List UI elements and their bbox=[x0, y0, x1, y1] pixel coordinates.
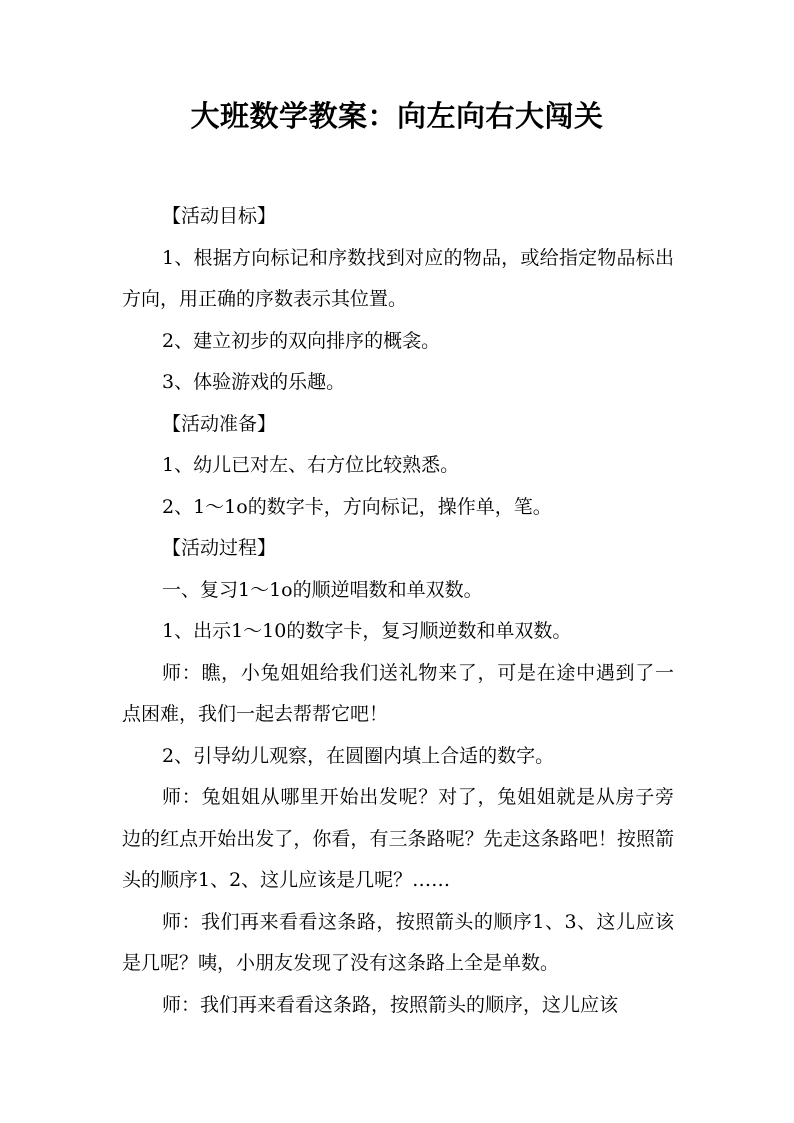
section-heading-process: 【活动过程】 bbox=[162, 537, 277, 559]
document-title: 大班数学教案：向左向右大闯关 bbox=[190, 99, 604, 133]
paragraph: 1、根据方向标记和序数找到对应的物品，或给指定物品标出方向，用正确的序数表示其位置。 bbox=[122, 246, 674, 310]
paragraph: 3、体验游戏的乐趣。 bbox=[162, 371, 346, 393]
section-heading-goals: 【活动目标】 bbox=[162, 205, 277, 227]
paragraph: 一、复习1～1o的顺逆唱数和单双数。 bbox=[162, 578, 483, 601]
document-body bbox=[122, 196, 674, 1026]
paragraph: 2、引导幼儿观察，在圆圈内填上合适的数字。 bbox=[162, 744, 555, 767]
paragraph: 2、1～1o的数字卡，方向标记，操作单，笔。 bbox=[162, 495, 552, 518]
paragraph: 1、出示1～10的数字卡，复习顺逆数和单双数。 bbox=[162, 620, 572, 642]
paragraph: 师：我们再来看看这条路，按照箭头的顺序，这儿应该 bbox=[162, 993, 619, 1016]
paragraph: 师：我们再来看看这条路，按照箭头的顺序1、3、这儿应该是几呢？咦，小朋友发现了没有这条路上全是单数。 bbox=[122, 910, 674, 974]
paragraph: 2、建立初步的双向排序的概衾。 bbox=[162, 329, 441, 352]
paragraph: 师：瞧，小兔姐姐给我们送礼物来了，可是在途中遇到了一点困难，我们一起去帮帮它吧！ bbox=[122, 661, 674, 725]
paragraph: 师：兔姐姐从哪里开始出发呢？对了，兔姐姐就是从房子旁边的红点开始出发了，你看，有三条路呢？先走这条路吧！按照箭头的顺序1、2、这儿应该是几呢？…… bbox=[122, 786, 674, 891]
paragraph: 1、幼儿已对左、右方位比较熟悉。 bbox=[162, 454, 460, 476]
section-heading-preparation: 【活动准备】 bbox=[162, 412, 277, 435]
